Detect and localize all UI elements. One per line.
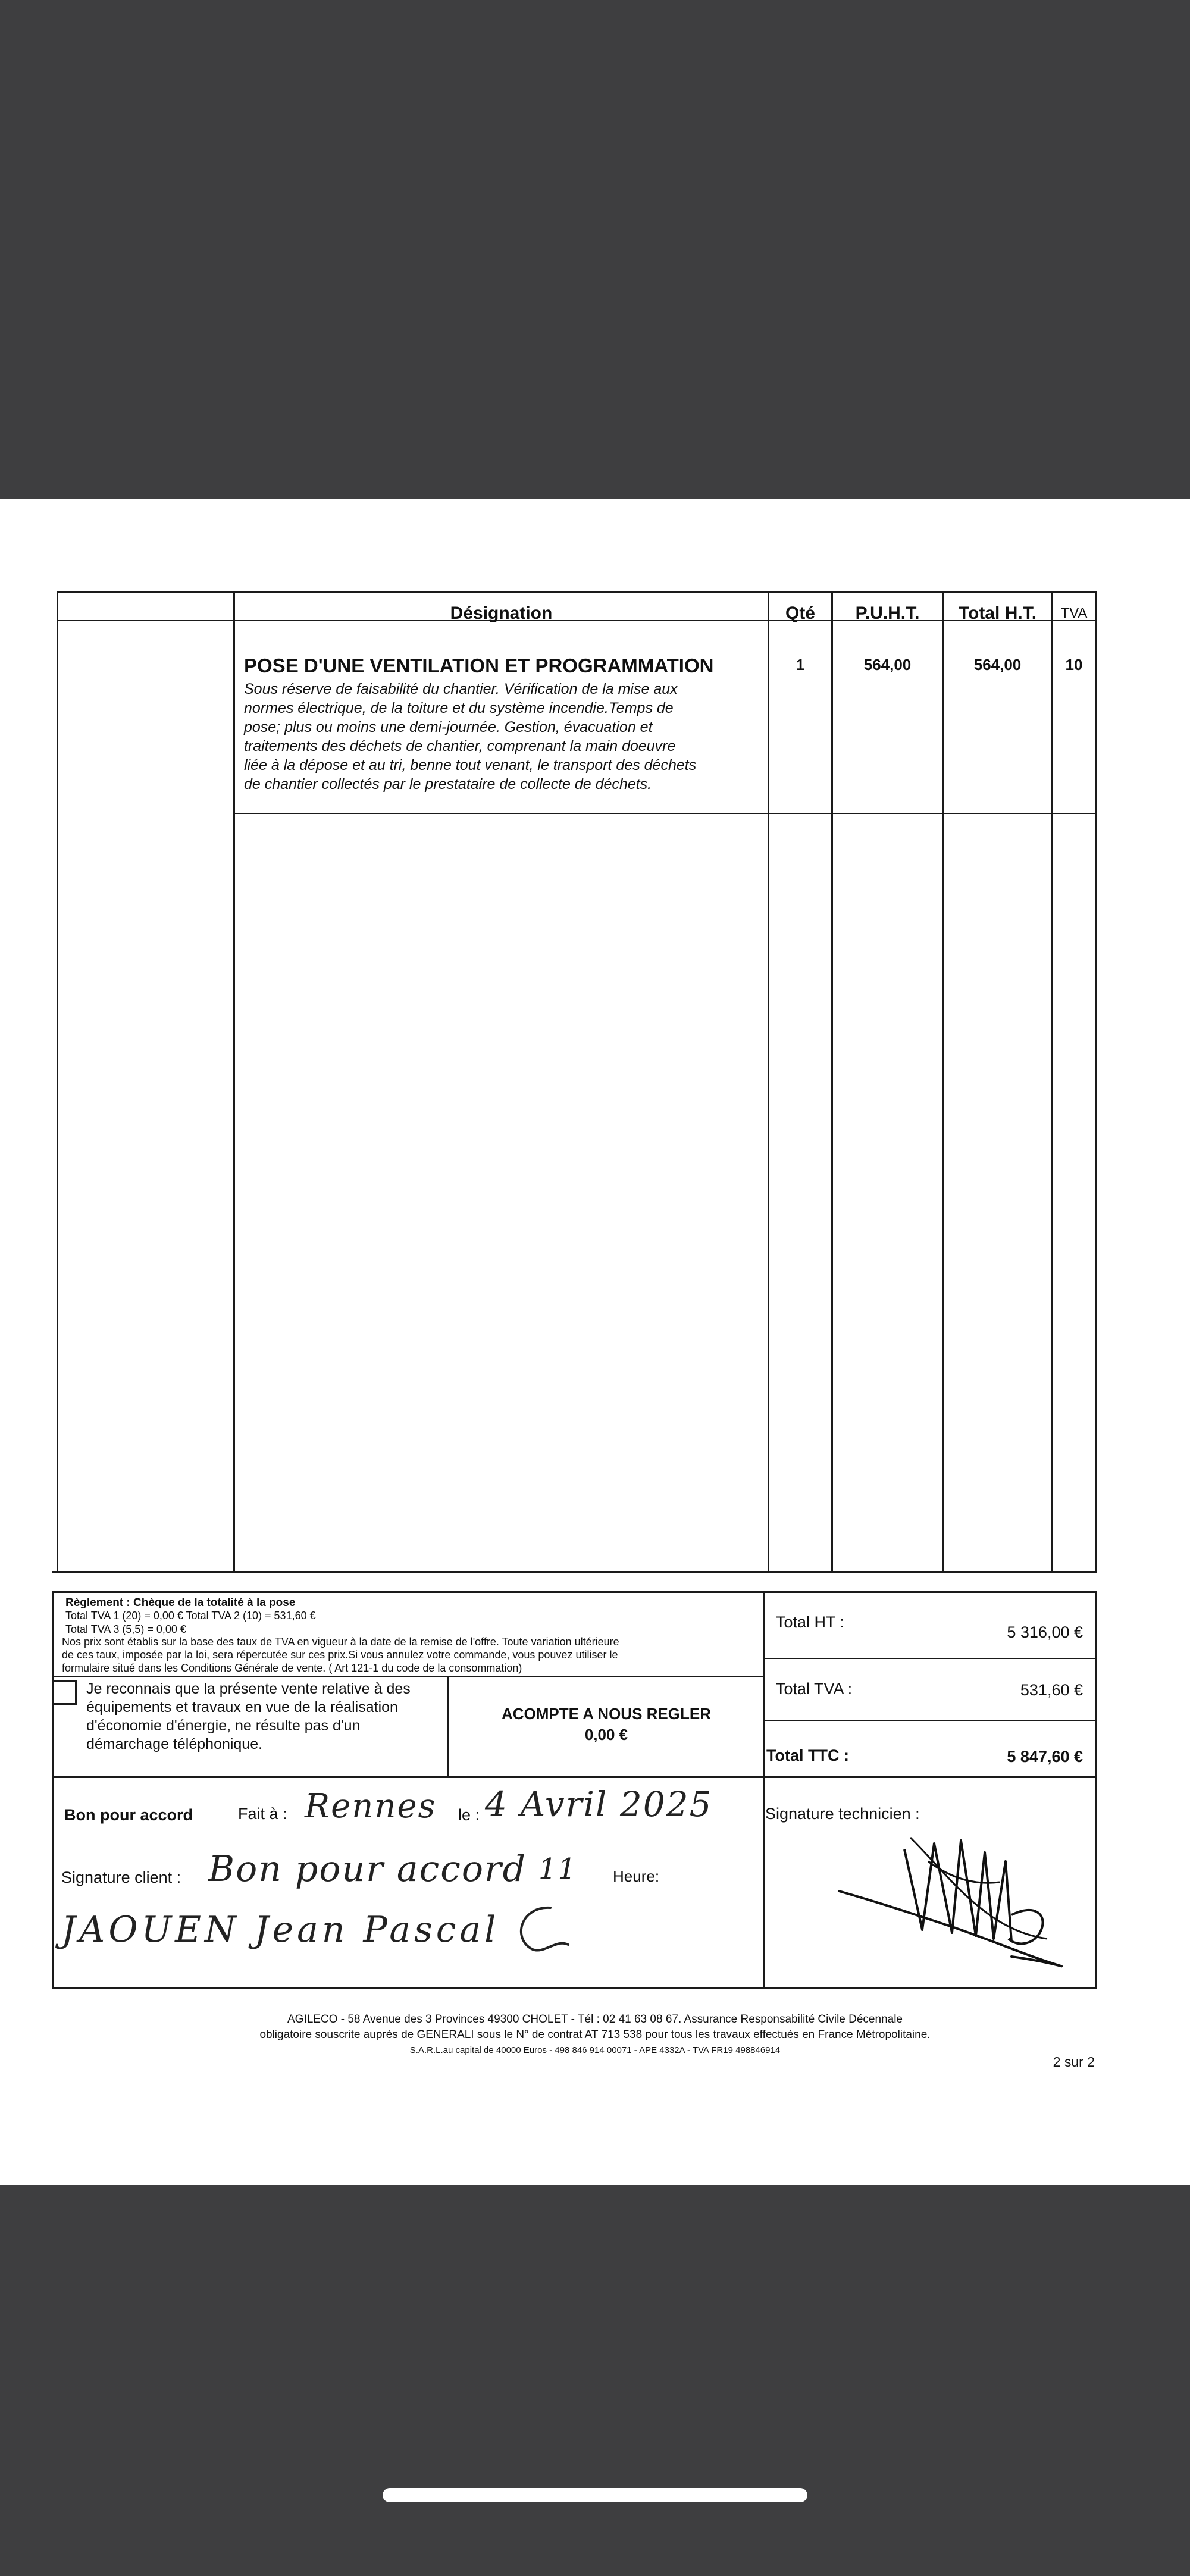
item-unit-price: 564,00 (863, 656, 912, 674)
item-description-line: normes électrique, de la toiture et du système incendie.Temps de (244, 700, 674, 716)
client-signature-scribble (509, 1903, 574, 1957)
footer-line: S.A.R.L.au capital de 40000 Euros - 498 846 914 00071 - APE 4332A - TVA FR19 498846914 (409, 2045, 781, 2055)
header-qty: Qté (785, 603, 815, 623)
vat-notice-line: formulaire situé dans les Conditions Générale de vente. ( Art 121-1 du code de la consommation) (62, 1662, 522, 1674)
acknowledgement-line: démarchage téléphonique. (86, 1736, 263, 1752)
header-total-ht: Total H.T. (958, 603, 1037, 623)
notice-divider (52, 1676, 763, 1677)
total-ht-value: 5 316,00 € (1007, 1623, 1083, 1641)
item-description-line: liée à la dépose et au tri, benne tout venant, le transport des déchets (244, 757, 697, 774)
total-ht-label: Total HT : (776, 1613, 845, 1631)
technician-signature-label: Signature technicien : (765, 1805, 920, 1823)
table-bottom-border (52, 1571, 1097, 1573)
totals-divider-2 (763, 1720, 1095, 1721)
bon-pour-accord-label: Bon pour accord (64, 1806, 193, 1824)
col-divider-tva (1051, 591, 1053, 1573)
item-title: POSE D'UNE VENTILATION ET PROGRAMMATION (244, 655, 714, 677)
acompte-label: ACOMPTE A NOUS REGLER (502, 1705, 711, 1723)
item-description-line: de chantier collectés par le prestataire de collecte de déchets. (244, 776, 652, 793)
footer-line: obligatoire souscrite auprès de GENERALI sous le N° de contrat AT 713 538 pour tous les travaux effectués en France Métropolitaine. (259, 2029, 931, 2041)
client-handwritten-time: 11 (538, 1852, 578, 1886)
col-divider-qty (768, 591, 769, 1573)
vat-notice-line: de ces taux, imposée par la loi, sera répercutée sur ces prix.Si vous annulez votre commande, vous pouvez utiliser le (62, 1649, 618, 1661)
item-tva: 10 (1065, 656, 1083, 674)
table-top-border (57, 591, 1097, 593)
client-name-handwritten: JAOUEN Jean Pascal (61, 1909, 500, 1951)
item-separator (233, 813, 1097, 814)
acknowledgement-line: équipements et travaux en vue de la réalisation (86, 1699, 398, 1716)
time-label: Heure: (613, 1867, 660, 1885)
date-handwritten: 4 Avril 2025 (485, 1784, 713, 1824)
item-description-line: Sous réserve de faisabilité du chantier. Vérification de la mise aux (244, 681, 678, 697)
item-description (244, 680, 768, 794)
bottom-box-right (1095, 1591, 1097, 1989)
col-divider-total (942, 591, 944, 1573)
totals-divider-1 (763, 1658, 1095, 1659)
item-total-ht: 564,00 (973, 656, 1022, 674)
date-label: le : (458, 1806, 480, 1824)
tva-breakdown-1: Total TVA 1 (20) = 0,00 € Total TVA 2 (10) = 531,60 € (65, 1610, 316, 1622)
tva-breakdown-2: Total TVA 3 (5,5) = 0,00 € (65, 1623, 186, 1635)
bottom-box-bottom (52, 1987, 1097, 1989)
table-left-border (57, 591, 58, 1573)
bottom-box-sign-divider (52, 1776, 1097, 1778)
acknowledgement-checkbox[interactable] (52, 1680, 77, 1705)
header-tva: TVA (1060, 605, 1088, 621)
technician-signature-drawing (833, 1826, 1071, 1974)
bottom-box-left (52, 1591, 54, 1989)
home-indicator[interactable] (383, 2488, 807, 2502)
bottom-box-middle (763, 1591, 765, 1989)
total-tva-label: Total TVA : (776, 1680, 853, 1698)
footer-line: AGILECO - 58 Avenue des 3 Provinces 49300 CHOLET - Tél : 02 41 63 08 67. Assurance Responsabilité Civile Décennale (287, 2013, 903, 2026)
acknowledgement-text (86, 1680, 411, 1754)
fait-a-label: Fait à : (238, 1805, 287, 1823)
item-description-line: pose; plus ou moins une demi-journée. Gestion, évacuation et (244, 719, 653, 735)
company-footer (0, 2012, 1190, 2058)
vat-notice-line: Nos prix sont établis sur la base des taux de TVA en vigueur à la date de la remise de l'offre. Toute variation ultérieure (62, 1636, 619, 1648)
client-signature-label: Signature client : (61, 1868, 181, 1886)
bottom-box-top (52, 1591, 1097, 1593)
item-description-line: traitements des déchets de chantier, comprenant la main doeuvre (244, 738, 676, 755)
document-page (0, 499, 1190, 2185)
header-unit-price: P.U.H.T. (855, 603, 920, 623)
acompte-value: 0,00 € (584, 1726, 628, 1744)
client-handwritten-accord: Bon pour accord (208, 1848, 527, 1890)
col-divider-designation (233, 591, 235, 1573)
header-designation: Désignation (450, 603, 553, 623)
payment-terms: Règlement : Chèque de la totalité à la pose (65, 1597, 296, 1609)
total-ttc-value: 5 847,60 € (1007, 1748, 1083, 1766)
col-divider-puht (831, 591, 833, 1573)
vat-notice (62, 1635, 758, 1674)
fait-a-handwritten: Rennes (305, 1787, 437, 1826)
table-right-border (1095, 591, 1097, 1573)
total-ttc-label: Total TTC : (766, 1746, 849, 1764)
page-number: 2 sur 2 (1053, 2054, 1095, 2070)
acknowledgement-line: Je reconnais que la présente vente relative à des (86, 1680, 411, 1697)
acknowledgement-line: d'économie d'énergie, ne résulte pas d'un (86, 1717, 361, 1734)
item-qty: 1 (796, 656, 805, 674)
total-tva-value: 531,60 € (1020, 1681, 1083, 1699)
